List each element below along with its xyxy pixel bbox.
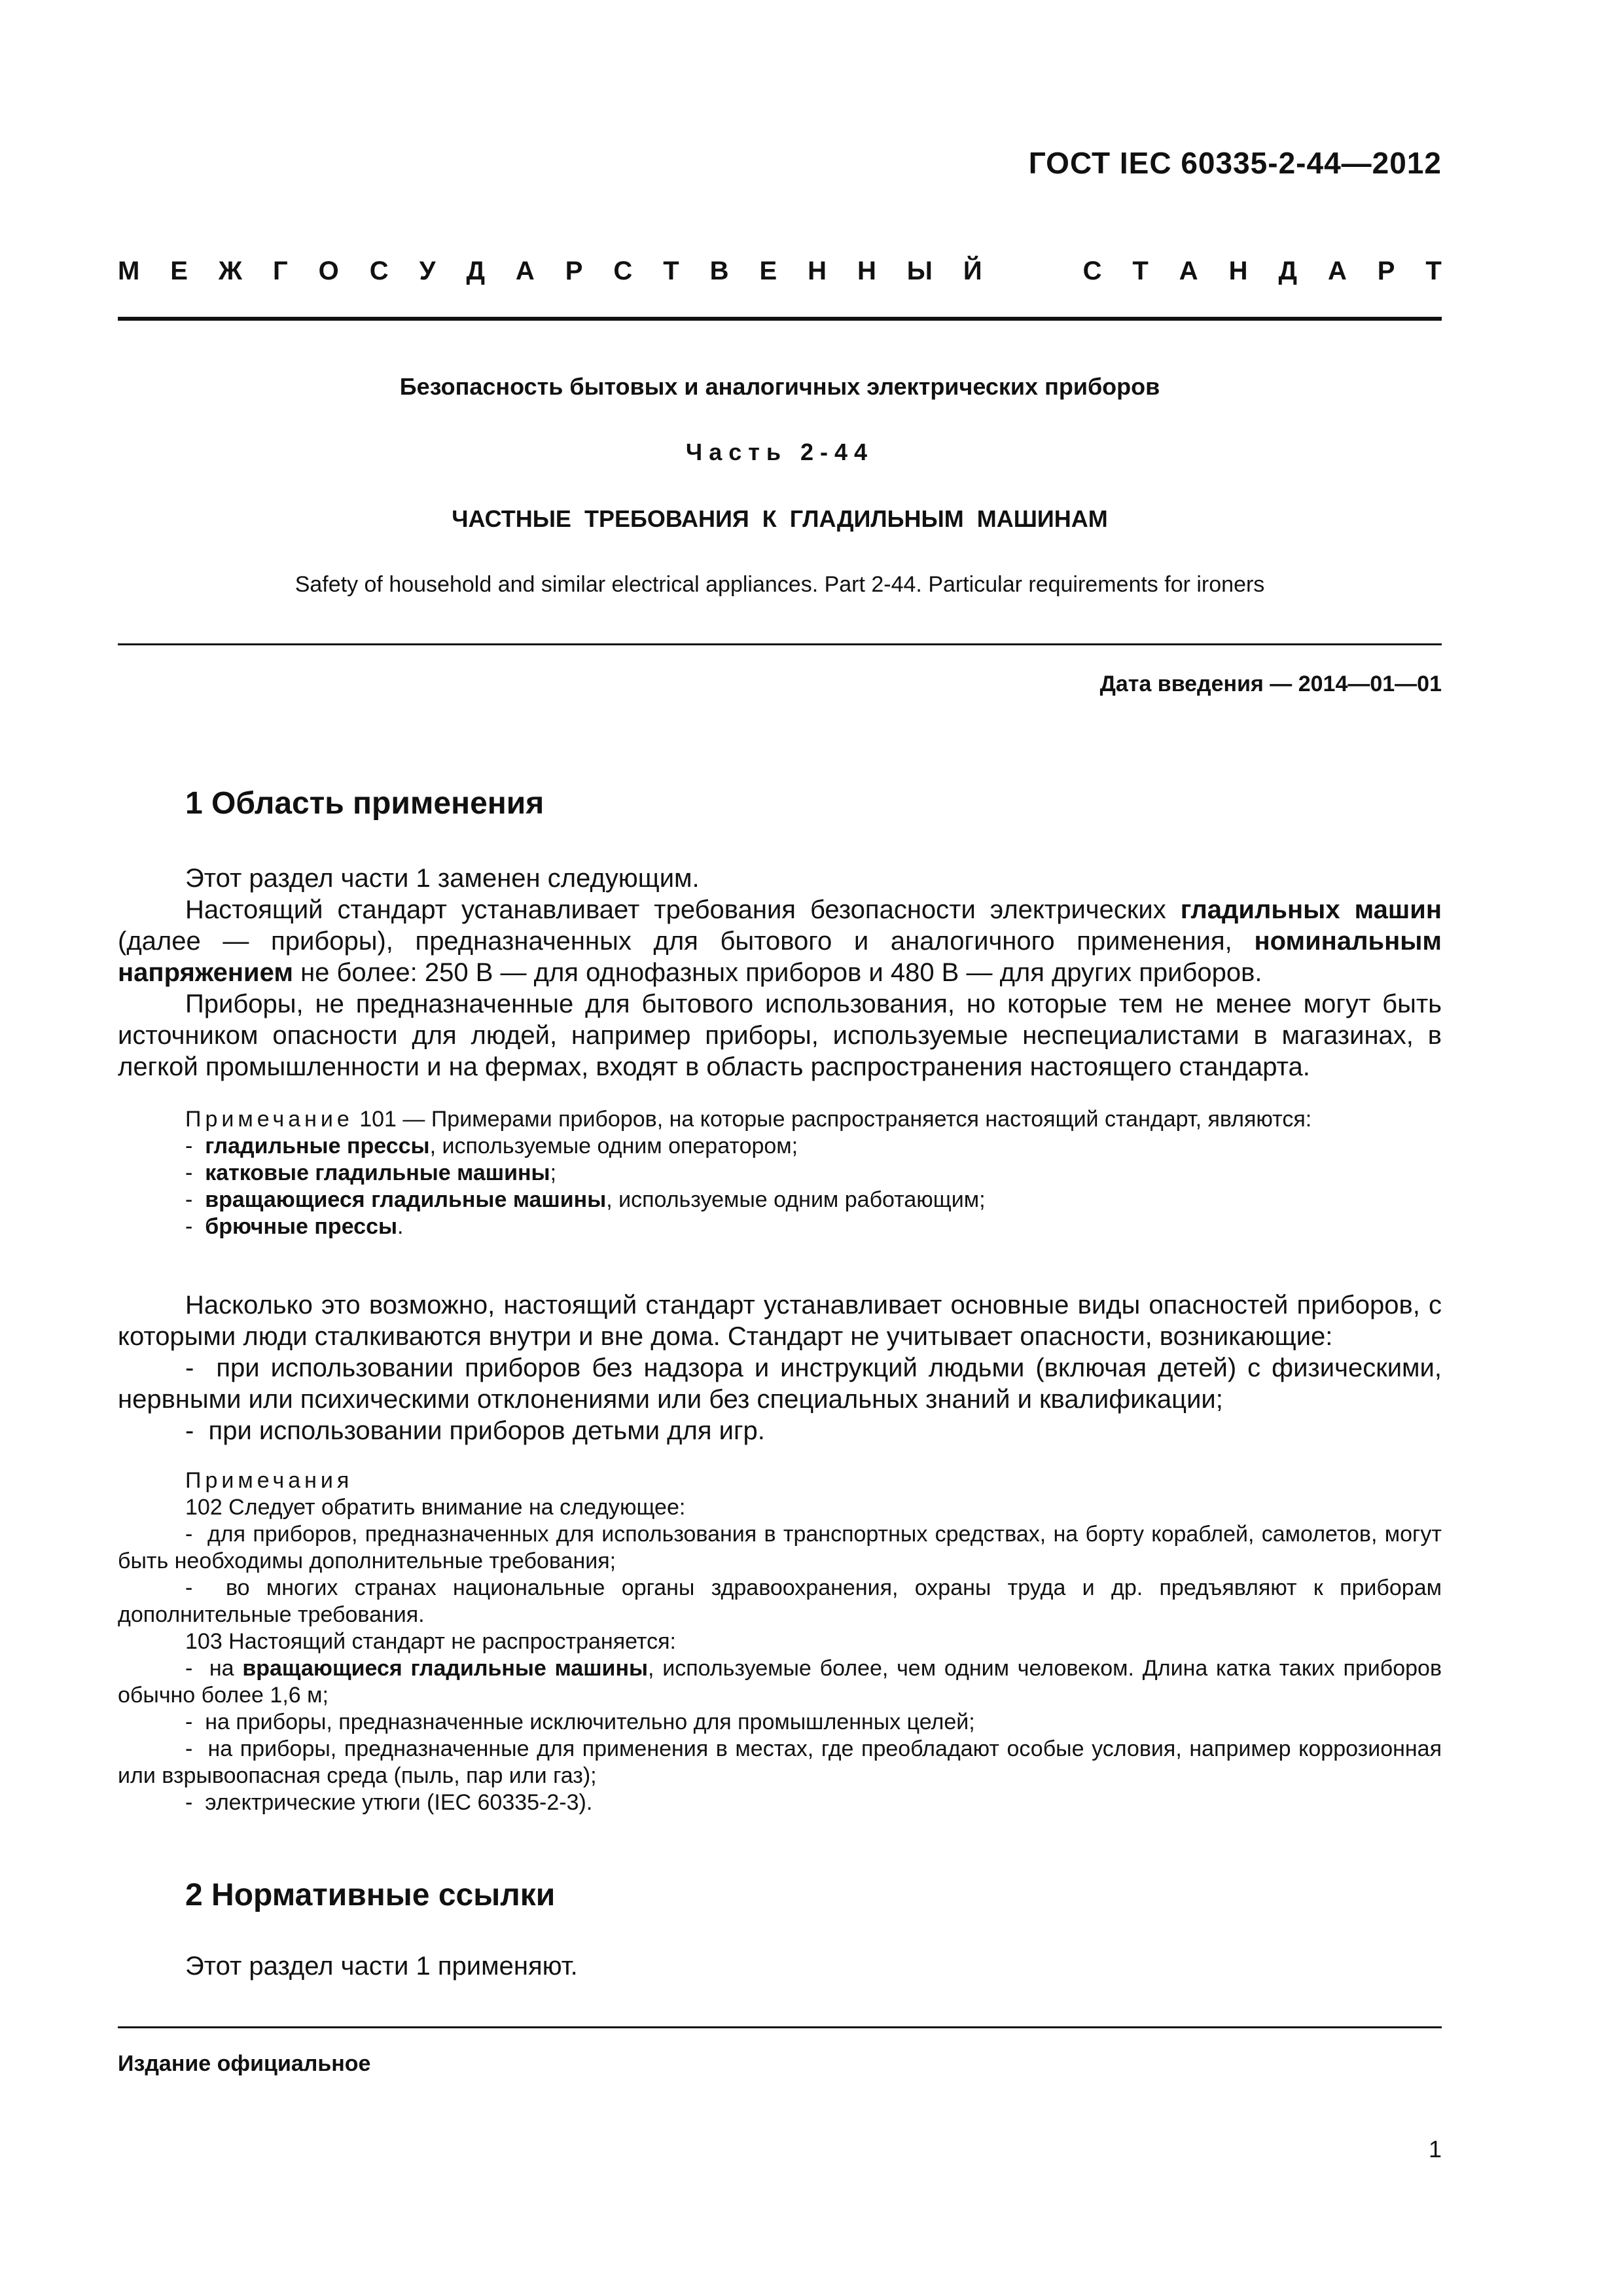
note-101-text: Примечание 101 — Примерами приборов, на которые распространяется настоящий стандарт, являются: [185,1107,1312,1132]
note-103-list [118,1709,1442,1816]
title-divider [118,643,1442,645]
heading-letter: С [613,257,633,285]
heading-letter: Т [1425,257,1442,285]
note-103-text: 103 Настоящий стандарт не распространяется: [185,1629,676,1654]
heading-letter: Е [759,257,777,285]
heading-letter: В [709,257,729,285]
heading-letter: А [1327,257,1347,285]
official-edition-label: Издание официальное [118,2051,371,2076]
note-101-list [118,1133,1442,1240]
note-101-item: - катковые гладильные машины; [185,1160,557,1185]
heading-letter: Е [170,257,188,285]
notes-102-103 [118,1467,1442,1816]
heading-letter: Ы [906,257,933,285]
heading-letter: Н [857,257,876,285]
title-part: Часть 2-44 [685,439,874,465]
section-2-heading: 2 Нормативные ссылки [185,1878,556,1912]
note-101-item: - брючные прессы. [185,1214,404,1239]
section-1-paragraph: Насколько это возможно, настоящий стандарт устанавливает основные виды опасностей приборов, с которыми люди сталкиваются внутри и вне дома. Стандарт не учитывает опасности, возникающие: [118,1291,1442,1351]
heading-letter: Р [1377,257,1395,285]
header-divider [118,317,1442,321]
heading-letter: А [1179,257,1198,285]
note-102-list [118,1521,1442,1628]
section-1-paragraph: Этот раздел части 1 заменен следующим. [185,864,700,893]
note-101 [118,1106,1442,1240]
hazard-item: - при использовании приборов без надзора и инструкций людьми (включая детей) с физическими, нервными или психическими отклонениями или без специальных знаний и квалификации; [118,1354,1442,1414]
heading-letter: А [515,257,535,285]
note-102-text: 102 Следует обратить внимание на следующее: [185,1495,686,1520]
section-1-heading: 1 Область применения [185,786,544,821]
title-main: Безопасность бытовых и аналогичных электрических приборов [399,373,1160,400]
heading-letter: Й [963,257,982,285]
heading-letter: О [318,257,339,285]
heading-letter: М [118,257,140,285]
word-gap [1013,257,1052,286]
hazard-item: - при использовании приборов детьми для игр. [185,1416,765,1445]
section-1-paragraph: Настоящий стандарт устанавливает требования безопасности электрических гладильных машин (далее — приборы), предназначенных для бытового и аналогичного применения, номинальным напряжением не более: 250 В — для однофазных приборов и 480 В — для других приборов. [118,895,1442,987]
heading-letter: Т [1132,257,1149,285]
heading-letter: Т [663,257,679,285]
heading-letter: Н [1228,257,1248,285]
note-103-item: - электрические утюги (IEC 60335-2-3). [185,1790,593,1815]
footer-divider [118,2026,1442,2028]
heading-letter: Г [273,257,288,285]
title-particular: ЧАСТНЫЕ ТРЕБОВАНИЯ К ГЛАДИЛЬНЫМ МАШИНАМ [452,505,1108,532]
heading-letter: С [1082,257,1102,285]
note-101-item: - гладильные прессы, используемые одним оператором; [185,1134,798,1158]
title-english: Safety of household and similar electrical appliances. Part 2-44. Particular requirements for ironers [294,572,1265,597]
introduction-date: Дата введения — 2014—01—01 [1099,672,1442,696]
section-2-paragraph: Этот раздел части 1 применяют. [185,1952,578,1981]
heading-letter: Д [1278,257,1297,285]
interstate-standard-heading [118,257,1442,286]
heading-letter: Ж [218,257,243,285]
page-number: 1 [1428,2136,1442,2162]
note-102-item: - для приборов, предназначенных для использования в транспортных средствах, на борту кораблей, самолетов, могут быть необходимы дополнительные требования; [118,1522,1442,1573]
note-103-item: - на приборы, предназначенные исключительно для промышленных целей; [185,1710,975,1734]
section-1-body [118,863,1442,1083]
heading-letter: Д [466,257,485,285]
notes-label: Примечания [185,1468,353,1493]
heading-letter: С [369,257,389,285]
note-101-item: - вращающиеся гладильные машины, используемые одним работающим; [185,1187,986,1212]
section-1-hazards [118,1289,1442,1446]
section-1-paragraph: Приборы, не предназначенные для бытового использования, но которые тем не менее могут быть источником опасности для людей, например приборы, используемые неспециалистами в магазинах, в легкой промышленности и на фермах, входят в область распространения настоящего стандарта. [118,990,1442,1081]
note-103-item: - на приборы, предназначенные для применения в местах, где преобладают особые условия, например коррозионная или взрывоопасная среда (пыль, пар или газ); [118,1736,1442,1788]
heading-letter: Р [565,257,583,285]
hazard-list [118,1352,1442,1446]
document-code: ГОСТ IEC 60335-2-44—2012 [1028,146,1442,180]
heading-letter: У [419,257,436,285]
section-2-body [118,1950,1442,1982]
note-102-item: - во многих странах национальные органы здравоохранения, охраны труда и др. предъявляют к приборам дополнительные требования. [118,1575,1442,1627]
note-103-item: - на вращающиеся гладильные машины, используемые более, чем одним человеком. Длина катка таких приборов обычно более 1,6 м; [118,1656,1442,1708]
heading-letter: Н [808,257,827,285]
